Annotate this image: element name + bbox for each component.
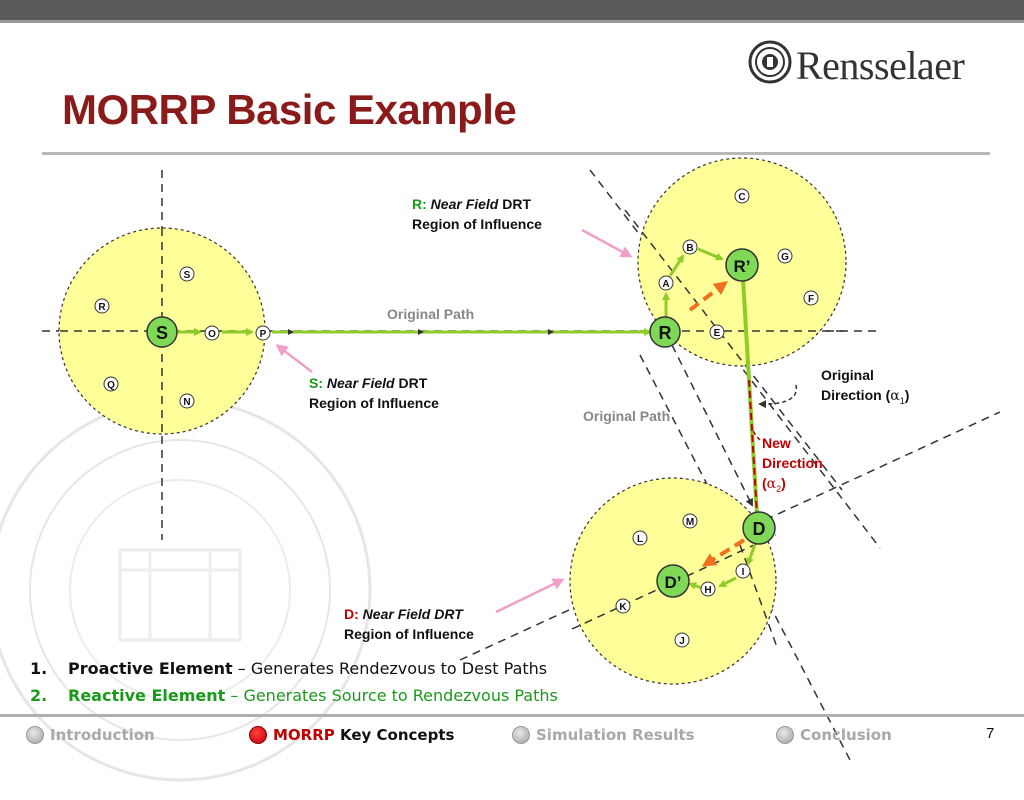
node-l [633, 531, 647, 545]
svg-text:D’: D’ [664, 573, 682, 592]
node-d-prime [657, 565, 689, 597]
node-s [147, 317, 177, 347]
svg-text:M: M [685, 517, 695, 528]
svg-text:F: F [807, 294, 815, 305]
node-i [736, 564, 750, 578]
svg-text:J: J [679, 636, 685, 647]
logo-text: Rensselaer [796, 43, 965, 88]
node-h [701, 582, 715, 596]
footer-divider [0, 714, 1024, 717]
r-region-pointer [582, 230, 630, 256]
nav-dot-icon [512, 726, 530, 744]
svg-text:C: C [738, 192, 746, 203]
node-a [659, 276, 673, 290]
original-direction-label: Original Direction $(\alpha_1)$ [821, 367, 910, 406]
node-b [683, 240, 697, 254]
svg-text:B: B [686, 243, 694, 254]
svg-text:D: D [752, 519, 766, 539]
d-region-pointer [496, 580, 562, 612]
svg-text:I: I [741, 567, 745, 578]
svg-text:Q: Q [107, 380, 115, 391]
node-r-prime [726, 249, 758, 281]
node-g [778, 249, 792, 263]
node-n [180, 394, 194, 408]
page-number: 7 [986, 725, 995, 742]
svg-text:O: O [208, 329, 216, 340]
svg-text:S: S [183, 270, 191, 281]
node-d [743, 512, 775, 544]
svg-text:S: S [155, 323, 169, 343]
node-e [710, 325, 724, 339]
new-direction-label: New Direction $(\alpha_2)$ [762, 435, 823, 494]
node-f [804, 291, 818, 305]
original-path-label-1: Original Path [387, 306, 475, 322]
svg-text:R: R [658, 323, 672, 343]
nav-simulation-results[interactable]: Simulation Results [512, 724, 695, 746]
nav-dot-active-icon [249, 726, 267, 744]
nav-conclusion[interactable]: Conclusion [776, 724, 892, 746]
list-item-proactive: 1. Proactive Element – Generates Rendezvous to Dest Paths [30, 659, 548, 678]
original-path-label-2: Original Path [583, 408, 671, 424]
svg-text:L: L [636, 534, 644, 545]
s-region-label: S: Near Field DRT Region of Influence [309, 375, 439, 411]
nav-dot-icon [26, 726, 44, 744]
svg-text:P: P [259, 329, 267, 340]
list-item-reactive: 2. Reactive Element – Generates Source to Rendezvous Paths [30, 686, 558, 705]
svg-text:K: K [619, 602, 627, 613]
node-m [683, 514, 697, 528]
node-q [104, 377, 118, 391]
nav-introduction[interactable]: Introduction [26, 724, 155, 746]
nav-dot-icon [776, 726, 794, 744]
s-region-pointer [278, 346, 312, 372]
svg-text:R: R [98, 302, 106, 313]
svg-text:E: E [713, 328, 721, 339]
node-small-r [95, 299, 109, 313]
page-title: MORRP Basic Example [62, 86, 517, 133]
nav-key-concepts[interactable]: MORRP Key Concepts [249, 724, 454, 746]
node-p [256, 326, 270, 340]
svg-text:R’: R’ [733, 257, 751, 276]
svg-text:A: A [662, 279, 670, 290]
node-small-s [180, 267, 194, 281]
svg-text:G: G [781, 252, 789, 263]
r-region-label: R: Near Field DRT Region of Influence [412, 196, 542, 232]
svg-text:N: N [183, 397, 191, 408]
svg-text:H: H [704, 585, 712, 596]
node-j [675, 633, 689, 647]
node-c [735, 189, 749, 203]
d-region-label: D: Near Field DRT Region of Influence [344, 606, 474, 642]
node-r [650, 317, 680, 347]
node-k [616, 599, 630, 613]
node-o [205, 326, 219, 340]
